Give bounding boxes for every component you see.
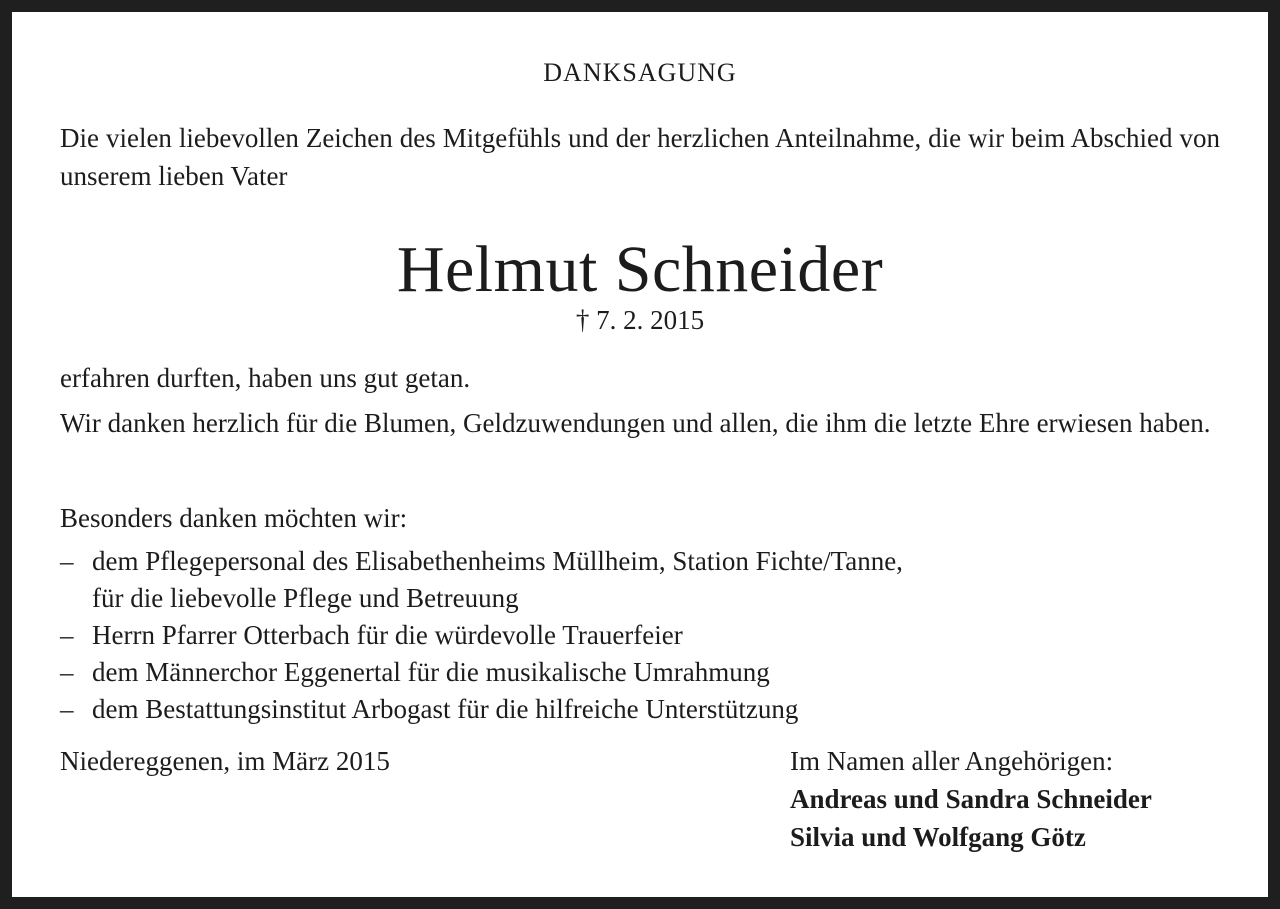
notice-frame xyxy=(12,12,1268,897)
intro-paragraph: Die vielen liebevollen Zeichen des Mitgefühls und der herzlichen Anteilnahme, die wir beim Abschied von unserem lieben Vater xyxy=(60,123,1220,191)
list-dash: – xyxy=(60,694,74,724)
signature-name: Andreas und Sandra Schneider xyxy=(790,784,1152,814)
list-item-text: Herrn Pfarrer Otterbach für die würdevolle Trauerfeier xyxy=(92,620,683,650)
list-dash: – xyxy=(60,657,74,687)
special-thanks-label: Besonders danken möchten wir: xyxy=(60,503,408,533)
list-item xyxy=(60,654,1220,691)
list-item-text: für die liebevolle Pflege und Betreuung xyxy=(92,583,519,613)
list-dash: – xyxy=(60,546,74,576)
list-item-text: dem Pflegepersonal des Elisabethenheims Müllheim, Station Fichte/Tanne, xyxy=(92,546,903,576)
notice-heading: DANKSAGUNG xyxy=(543,58,737,87)
after-name-paragraph: erfahren durften, haben uns gut getan. xyxy=(60,363,471,393)
signature-block xyxy=(790,742,1220,856)
thanks-paragraph: Wir danken herzlich für die Blumen, Geldzuwendungen und allen, die ihm die letzte Ehre erwiesen haben. xyxy=(60,408,1211,438)
deceased-name: Helmut Schneider xyxy=(396,233,884,306)
signature-label: Im Namen aller Angehörigen: xyxy=(790,746,1114,776)
list-item xyxy=(60,691,1220,728)
list-item xyxy=(60,543,1220,617)
list-item-text: dem Bestattungsinstitut Arbogast für die hilfreiche Unterstützung xyxy=(92,694,799,724)
place-date: Niedereggenen, im März 2015 xyxy=(60,746,390,776)
list-item-text: dem Männerchor Eggenertal für die musikalische Umrahmung xyxy=(92,657,770,687)
death-date: † 7. 2. 2015 xyxy=(575,305,705,335)
signature-name: Silvia und Wolfgang Götz xyxy=(790,822,1086,852)
special-thanks-list xyxy=(60,543,1220,728)
list-dash: – xyxy=(60,620,74,650)
list-item xyxy=(60,617,1220,654)
